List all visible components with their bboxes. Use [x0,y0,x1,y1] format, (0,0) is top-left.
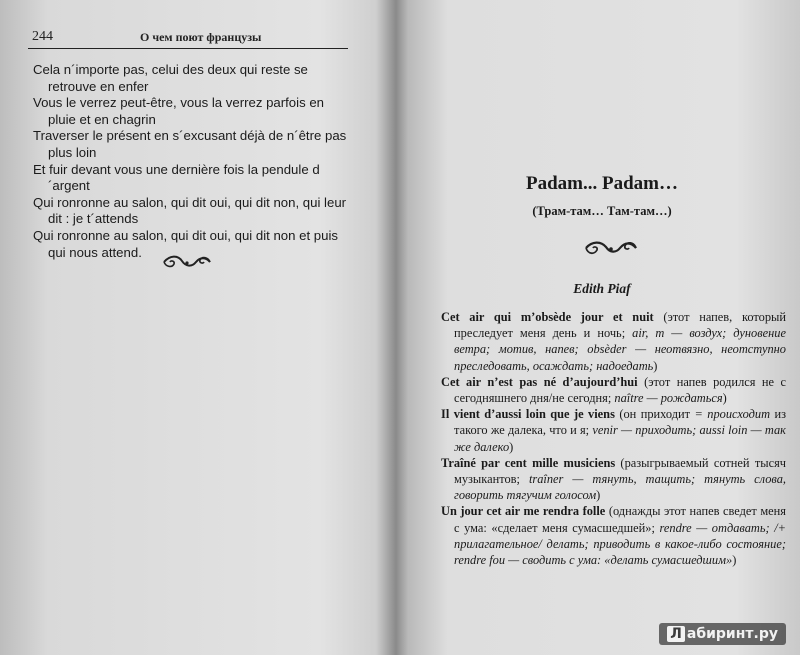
running-head-title: О чем поют французы [140,30,262,44]
watermark [659,623,786,645]
lyric-line: Qui ronronne au salon, qui dit oui, qui dit non et puis qui nous attend. [33,227,338,260]
glossary-translation: (он приходит [614,407,695,422]
glossary-translation-italic: traîner — тянуть, тащить; тянуть слова, говорить тягучим голосом [454,472,786,503]
glossary-entry [441,406,786,455]
glossary-phrase: Un jour cet air me rendra folle [441,504,606,519]
glossary-phrase: Traîné par cent mille musiciens [441,455,616,470]
lyric-line: Cela n´importe pas, celui des deux qui reste se retrouve en enfer [33,62,308,94]
glossary-phrase: Cet air n’est pas né d’aujourd’hui [441,374,638,389]
glossary-translation: ) [596,488,601,503]
running-head [28,28,348,49]
glossary-translation: (разыгрываемый сотней тысяч музыкантов; [454,455,787,487]
lyric-line: Vous le verrez peut-être, vous la verrez parfois en pluie et en chagrin [33,95,325,127]
glossary-translation: ) [653,358,658,373]
glossary-translation-italic: venir — приходить; aussi loin — так же далеко [454,423,786,454]
lyric-line: Qui ronronne au salon, qui dit oui, qui dit non, qui leur dit : je t´attends [33,194,347,227]
watermark-logo: Л [667,626,685,642]
flourish-ornament-icon [160,253,214,271]
glossary-translation: ) [722,391,727,406]
glossary-translation: ) [509,439,514,454]
page-number: 244 [32,29,53,44]
glossary-translation: (этот напев родился не с сегодняшнего дня/не сегодня; [454,374,786,406]
glossary-translation-italic: = происходит [694,407,771,422]
lyric-line: Traverser le présent en s´excusant déjà de n´être pas plus loin [33,128,347,160]
watermark-text: абиринт.ру [686,626,778,642]
glossary-entry [441,503,786,568]
glossary-translation: ) [732,553,737,568]
glossary-translation-italic: naître — рождаться [614,391,723,406]
glossary-translation-italic: air, m — воздух; дуновение ветра; мотив, напев; obsèder — неотвязно, неотступно преследовать, осаждать; надоедать [454,326,786,373]
glossary [441,309,786,568]
glossary-translation: из такого же далека, что и я; [454,407,786,438]
flourish-ornament-icon [582,238,640,258]
glossary-translation: (однажды этот напев сведет меня с ума: «сделает меня сумасшедшей»; [454,504,787,535]
artist-name: Edith Piaf [573,281,631,296]
left-page [0,0,384,655]
glossary-translation-italic: rendre — отдавать; /+ прилагательное/ делать; приводить в какое-либо состояние; rendre fou — сводить с ума: «делать сумасшедшим» [454,520,786,568]
glossary-entry [441,309,786,374]
song-subtitle: (Трам-там… Там-там…) [532,204,672,218]
song-title: Padam... Padam… [526,173,678,194]
right-page [404,0,800,655]
glossary-entry [441,455,786,504]
glossary-phrase: Cet air qui m’obsède jour et nuit [441,310,654,324]
lyrics-block [33,62,351,261]
lyric-line: Et fuir devant vous une dernière fois la pendule d´argent [33,161,320,194]
glossary-entry [441,374,786,406]
glossary-phrase: Il vient d’aussi loin que je viens [441,407,615,422]
glossary-translation: (этот напев, который преследует меня день и ночь; [454,310,786,341]
